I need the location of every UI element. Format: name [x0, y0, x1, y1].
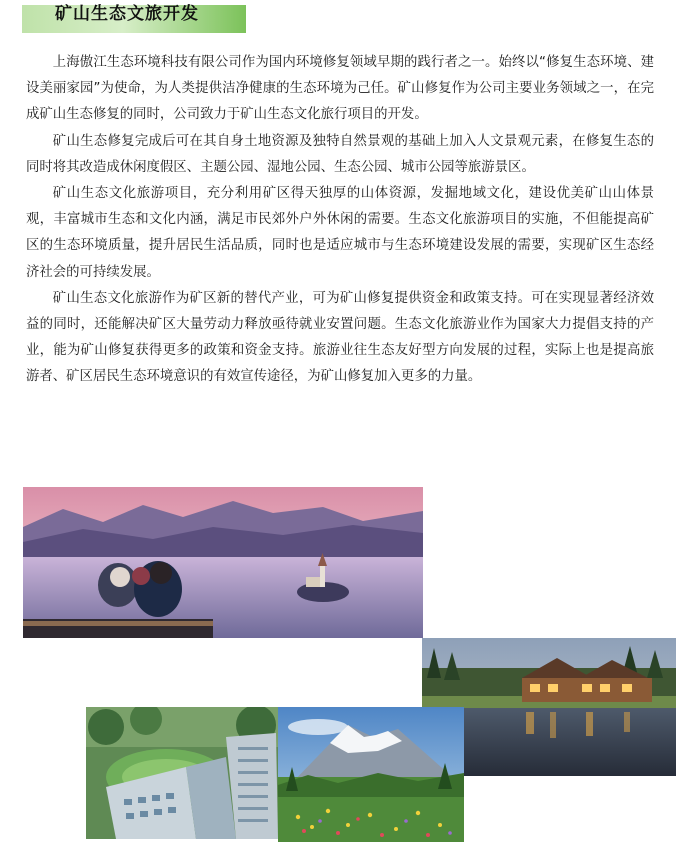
lake-sunset-photo — [23, 487, 423, 638]
paragraph-intro: 上海傲江生态环境科技有限公司作为国内环境修复领域早期的践行者之一。始终以“修复生态环境、建设美丽家园”为使命，为人类提供洁净健康的生态环境为己任。矿山修复作为公司主要业务领域之一，在完成矿山生态修复的同时，公司致力于矿山生态文化旅行项目的开发。 — [26, 55, 654, 123]
paragraph-restoration: 矿山生态修复完成后可在其自身土地资源及独特自然景观的基础上加入人文景观元素，在修复生态的同时将其改造成休闲度假区、主题公园、湿地公园、生态公园、城市公园等旅游景区。 — [26, 133, 654, 175]
quarry-hotel-photo — [86, 707, 278, 839]
paragraph-project: 矿山生态文化旅游项目，充分利用矿区得天独厚的山体资源，发掘地域文化，建设优美矿山山体景观，丰富城市生态和文化内涵，满足市民郊外户外休闲的需要。生态文化旅游项目的实施，不但能提高矿区的生态环境质量，提升居民生活品质，同时也是适应城市与生态环境建设发展的需要，实现矿区生态经济社会的可持续发展。 — [26, 186, 654, 280]
mountain-meadow-photo — [278, 707, 464, 842]
section-title: 矿山生态文旅开发 — [55, 4, 199, 24]
article-body — [26, 50, 654, 391]
paragraph-industry: 矿山生态文化旅游作为矿区新的替代产业，可为矿山修复提供资金和政策支持。可在实现显著经济效益的同时，还能解决矿区大量劳动力释放亟待就业安置问题。生态文化旅游业作为国家大力提倡支持的产业，能为矿山修复获得更多的政策和资金支持。旅游业往生态友好型方向发展的过程，实际上也是提高旅游者、矿区居民生态环境意识的有效宣传途径，为矿山修复加入更多的力量。 — [26, 290, 654, 385]
